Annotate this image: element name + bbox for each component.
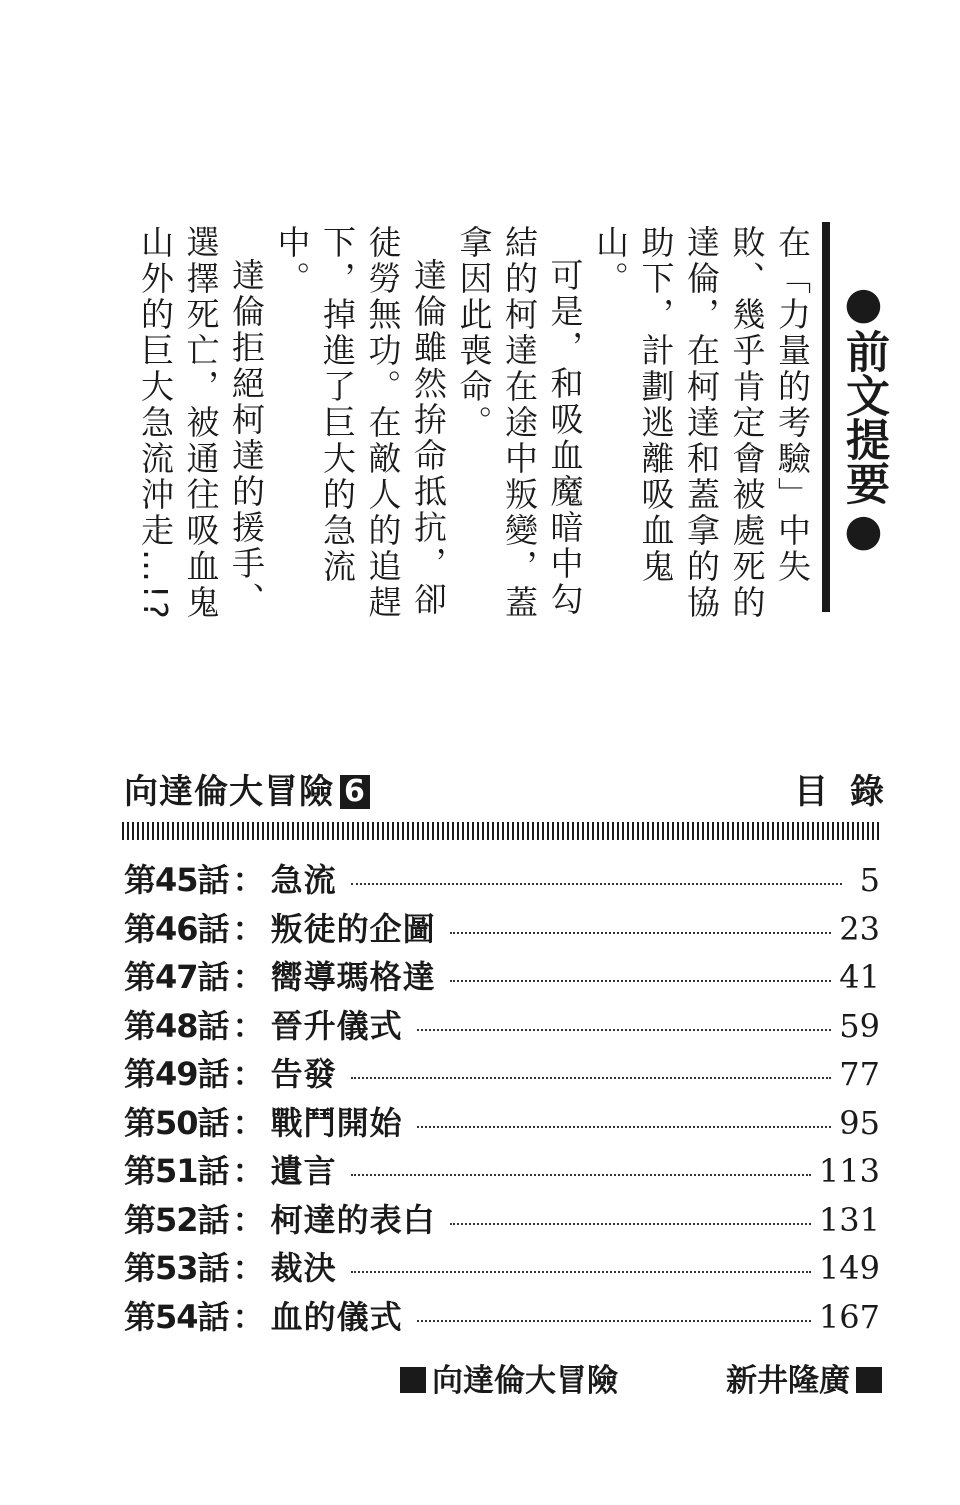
chapter-page: 41 <box>839 958 880 996</box>
chapter-number: 第53話 <box>124 1249 229 1287</box>
black-square-icon <box>400 1367 426 1393</box>
synopsis-paragraph-4: 達倫拒絕柯達的援手、選擇死亡，被通往吸血鬼山外的巨大急流沖走…!? <box>136 225 266 622</box>
chapter-separator: ： <box>232 1297 265 1336</box>
chapter-number: 第45話 <box>124 861 229 899</box>
chapter-number: 第48話 <box>124 1006 229 1045</box>
toc-entry-51[interactable] <box>124 1146 880 1195</box>
chapter-number: 第51話 <box>124 1152 229 1190</box>
chapter-page: 149 <box>818 1249 880 1287</box>
footer-credit <box>400 1355 882 1399</box>
chapter-title: 告發 <box>270 1055 337 1093</box>
dot-leader <box>351 1174 811 1176</box>
chapter-title: 叛徒的企圖 <box>270 909 436 948</box>
toc-entry-48[interactable] <box>124 1001 880 1050</box>
footer-author <box>726 1355 882 1400</box>
chapter-separator: ： <box>232 1200 265 1239</box>
chapter-number: 第50話 <box>124 1103 229 1142</box>
chapter-title: 血的儀式 <box>270 1297 403 1336</box>
chapter-separator: ： <box>232 958 265 996</box>
chapter-page: 77 <box>839 1055 880 1093</box>
chapter-separator: ： <box>232 1152 265 1190</box>
toc-entry-45[interactable] <box>124 855 880 904</box>
chapter-separator: ： <box>232 1249 265 1287</box>
series-title-text: 向達倫大冒險 <box>124 772 334 812</box>
dot-leader <box>351 883 842 885</box>
footer-author-name: 新井隆廣 <box>726 1363 850 1399</box>
chapter-page: 113 <box>818 1152 880 1190</box>
chapter-number: 第54話 <box>124 1297 229 1336</box>
chapter-title: 嚮導瑪格達 <box>270 958 436 996</box>
dot-leader <box>417 1126 832 1128</box>
chapter-separator: ： <box>232 861 265 899</box>
toc-entry-53[interactable] <box>124 1243 880 1292</box>
chapter-number: 第49話 <box>124 1055 229 1093</box>
toc-list <box>124 855 880 1340</box>
toc-entry-50[interactable] <box>124 1098 880 1147</box>
synopsis-divider-bar <box>822 222 830 612</box>
chapter-title: 裁決 <box>270 1249 337 1287</box>
chapter-page: 131 <box>818 1200 880 1239</box>
chapter-title: 遺言 <box>270 1152 337 1190</box>
volume-badge: 6 <box>340 775 370 809</box>
chapter-page: 59 <box>839 1006 880 1045</box>
synopsis-paragraph-2: 可是，和吸血魔暗中勾結的柯達在途中叛變，蓋拿因此喪命。 <box>454 225 585 621</box>
chapter-number: 第46話 <box>124 909 229 948</box>
toc-entry-47[interactable] <box>124 952 880 1001</box>
toc-entry-49[interactable] <box>124 1049 880 1098</box>
dot-leader <box>450 932 832 934</box>
dot-leader <box>351 1271 811 1273</box>
toc-header <box>124 760 906 812</box>
chapter-title: 戰鬥開始 <box>270 1103 403 1142</box>
synopsis-paragraph-3: 達倫雖然拚命抵抗，卻徒勞無功。在敵人的追趕下，掉進了巨大的急流中。 <box>272 225 448 621</box>
toc-barcode-rule <box>122 822 882 840</box>
contents-label: 目錄 <box>794 772 906 812</box>
synopsis-paragraph-1: 在「力量的考驗」中失敗、幾乎肯定會被處死的達倫，在柯達和蓋拿的協助下，計劃逃離吸血鬼山。 <box>591 225 812 621</box>
chapter-page: 95 <box>839 1103 880 1142</box>
chapter-separator: ： <box>232 909 265 948</box>
dot-leader <box>351 1077 832 1079</box>
dot-leader <box>450 1223 811 1225</box>
synopsis-title: ●前文提要● <box>838 278 889 556</box>
chapter-page: 5 <box>859 861 880 899</box>
chapter-separator: ： <box>232 1055 265 1093</box>
chapter-title: 急流 <box>270 861 337 899</box>
toc-entry-52[interactable] <box>124 1195 880 1244</box>
chapter-title: 晉升儀式 <box>270 1006 403 1045</box>
synopsis-body <box>135 225 815 625</box>
chapter-number: 第52話 <box>124 1200 229 1239</box>
toc-entry-54[interactable] <box>124 1292 880 1341</box>
chapter-separator: ： <box>232 1006 265 1045</box>
dot-leader <box>417 1029 832 1031</box>
footer-series-title: 向達倫大冒險 <box>432 1363 618 1399</box>
toc-series-title <box>124 764 370 813</box>
dot-leader <box>417 1320 811 1322</box>
footer-series <box>400 1355 618 1400</box>
chapter-page: 23 <box>839 909 880 948</box>
chapter-number: 第47話 <box>124 958 229 996</box>
dot-leader <box>450 980 832 982</box>
chapter-page: 167 <box>818 1297 880 1336</box>
black-square-icon <box>856 1367 882 1393</box>
chapter-title: 柯達的表白 <box>270 1200 436 1239</box>
toc-entry-46[interactable] <box>124 904 880 953</box>
chapter-separator: ： <box>232 1103 265 1142</box>
